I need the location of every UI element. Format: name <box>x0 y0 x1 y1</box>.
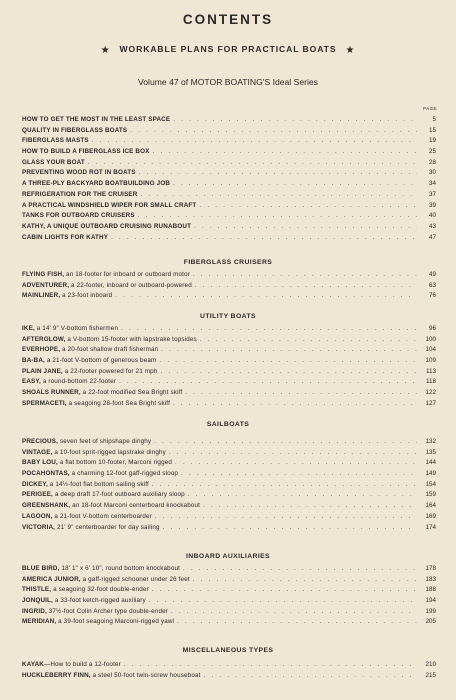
entry-page: 149 <box>425 470 436 478</box>
entry-name: BA-BA, <box>22 357 45 365</box>
section-list <box>22 564 436 628</box>
entry-desc: —How to build a 12-footer <box>43 661 121 668</box>
entry-page: 63 <box>428 281 436 289</box>
entry-name: AMERICA JUNIOR, <box>22 575 81 583</box>
toc-entry <box>22 168 436 179</box>
toc-entry <box>22 324 436 335</box>
entry-desc: a 22-foot modified Sea Bright skiff <box>80 389 183 397</box>
entry-name: PLAIN JANE, <box>22 367 63 375</box>
toc-entry <box>22 660 436 671</box>
entry-desc: 37½-foot Colin Archer type double-ender <box>46 607 169 615</box>
entry-name: DICKEY, <box>22 480 48 488</box>
page-column-label: PAGE <box>422 106 437 111</box>
entry-page: 164 <box>425 502 436 510</box>
dot-leader <box>188 490 417 501</box>
entry-name: SHOALS RUNNER, <box>22 389 81 397</box>
entry-page: 43 <box>428 222 436 230</box>
section-list <box>22 660 436 681</box>
entry-desc: a 23-foot inboard <box>60 292 113 300</box>
entry-desc: a seagoing 32-foot double-ender <box>51 586 149 594</box>
entry-name: PRECIOUS, <box>22 438 58 445</box>
entry-name: CABIN LIGHTS FOR KATHY <box>22 233 109 241</box>
entry-page: 205 <box>425 618 436 626</box>
entry-name: INGRID, <box>22 607 47 615</box>
entry-name: IKE, <box>22 325 35 332</box>
dot-leader <box>163 523 417 534</box>
dot-leader <box>171 607 417 618</box>
dot-leader <box>152 480 417 491</box>
entry-desc: a 21-foot V-bottom of generous beam <box>44 357 157 365</box>
toc-entry <box>22 437 436 448</box>
toc-entry <box>22 377 436 388</box>
entry-name: BLUE BIRD, <box>22 565 60 572</box>
entry-name: TANKS FOR OUTBOARD CRUISERS <box>22 212 135 220</box>
section-list <box>22 270 436 302</box>
dot-leader <box>173 399 417 410</box>
entry-desc: a 14' 9" V-bottom fishermen <box>34 325 119 332</box>
entry-page: 194 <box>425 597 436 605</box>
dot-leader <box>199 201 417 212</box>
dot-leader <box>169 448 417 459</box>
toc-entry <box>22 222 436 233</box>
entry-page: 144 <box>425 459 436 467</box>
dot-leader <box>149 596 417 607</box>
entry-page: 37 <box>428 190 436 198</box>
entry-page: 178 <box>425 565 436 572</box>
dot-leader <box>193 575 417 586</box>
entry-page: 30 <box>428 169 436 177</box>
entry-name: SPERMACETI, <box>22 399 67 407</box>
entry-page: 104 <box>425 346 436 354</box>
dot-leader <box>159 356 417 367</box>
dot-leader <box>111 233 417 244</box>
page-title: CONTENTS <box>182 12 274 27</box>
toc-entry <box>22 158 436 169</box>
toc-entry <box>22 345 436 356</box>
toc-entry <box>22 367 436 378</box>
toc-entry <box>22 458 436 469</box>
toc-entry <box>22 512 436 523</box>
entry-name: THISTLE, <box>22 586 52 594</box>
entry-page: 118 <box>425 378 436 386</box>
entry-name: MERIDIAN, <box>22 618 57 626</box>
toc-entry <box>22 469 436 480</box>
entry-name: FLYING FISH, <box>22 271 65 278</box>
entry-page: 28 <box>428 158 436 166</box>
toc-entry <box>22 575 436 586</box>
entry-name: HUCKLEBERRY FINN, <box>22 671 91 679</box>
entry-page: 210 <box>425 661 436 668</box>
entry-name: MAINLINER, <box>22 292 61 300</box>
entry-name: GLASS YOUR BOAT <box>22 158 85 166</box>
section-list <box>22 437 436 533</box>
entry-page: 47 <box>428 233 436 241</box>
dot-leader <box>194 222 417 233</box>
dot-leader <box>92 136 417 147</box>
section-heading: SAILBOATS <box>206 421 250 428</box>
entry-page: 25 <box>428 148 436 156</box>
entry-page: 127 <box>425 399 436 407</box>
entry-desc: an 18-footer for inboard or outboard motor <box>64 271 190 278</box>
entry-desc: a 33-foot ketch-rigged auxiliary <box>52 597 146 605</box>
entry-name: JONQUIL, <box>22 597 53 605</box>
entry-desc: a 39-foot seagoing Marconi-rigged yawl <box>56 618 175 626</box>
toc-entry <box>22 270 436 281</box>
entry-desc: a deep draft 17-foot outboard auxiliary sloop <box>52 491 185 499</box>
entry-name: REFRIGERATION FOR THE CRUISER <box>22 190 138 198</box>
entry-name: ADVENTURER, <box>22 281 70 289</box>
toc-entry <box>22 480 436 491</box>
entry-name: LAGOON, <box>22 512 53 520</box>
entry-page: 183 <box>425 575 436 583</box>
entry-page: 40 <box>428 212 436 220</box>
toc-entry <box>22 179 436 190</box>
toc-entry <box>22 147 436 158</box>
dot-leader <box>200 335 417 346</box>
entry-page: 154 <box>425 480 436 488</box>
section-heading: UTILITY BOATS <box>200 313 256 320</box>
dot-leader <box>155 512 417 523</box>
dot-leader <box>181 469 417 480</box>
dot-leader <box>121 324 417 335</box>
dot-leader <box>88 158 417 169</box>
entry-desc: a 20-foot shallow draft fisherman <box>60 346 159 354</box>
entry-desc: a gaff-rigged schooner under 26 feet <box>80 575 190 583</box>
entry-page: 39 <box>428 201 436 209</box>
toc-entry <box>22 399 436 410</box>
toc-entry <box>22 190 436 201</box>
entry-name: QUALITY IN FIBERGLASS BOATS <box>22 126 128 134</box>
dot-leader <box>175 458 417 469</box>
entry-desc: seven feet of shipshape dinghy <box>58 438 152 445</box>
dot-leader <box>173 179 417 190</box>
dot-leader <box>203 501 417 512</box>
entry-page: 49 <box>428 271 436 278</box>
toc-entry <box>22 281 436 292</box>
entry-page: 132 <box>425 438 436 445</box>
toc-entry <box>22 356 436 367</box>
entry-page: 113 <box>425 367 436 375</box>
entry-desc: a 10-foot sprit-rigged lapstrake dinghy <box>52 448 166 456</box>
subtitle <box>0 44 456 55</box>
toc-entry <box>22 564 436 575</box>
section-heading: INBOARD AUXILIARIES <box>185 553 270 560</box>
entry-page: 34 <box>428 180 436 188</box>
entry-desc: a round-bottom 22-footer <box>40 378 117 386</box>
entry-page: 76 <box>428 292 436 300</box>
entry-desc: 18' 1" x 6' 10", round bottom knockabout <box>59 565 181 572</box>
intro-list <box>22 115 436 243</box>
entry-desc: 21' 9" centerboarder for day sailing <box>55 523 160 531</box>
dot-leader <box>119 377 417 388</box>
entry-name: VINTAGE, <box>22 448 53 456</box>
entry-desc: a 21-foot V-bottom centerboarder <box>52 512 152 520</box>
toc-entry <box>22 291 436 302</box>
entry-desc: a flat bottom 10-footer, Marconi rigged <box>57 459 173 467</box>
entry-name: FIBERGLASS MASTS <box>22 137 89 145</box>
toc-entry <box>22 490 436 501</box>
entry-name: EASY, <box>22 378 41 386</box>
entry-name: KATHY, A UNIQUE OUTBOARD CRUISING RUNABOUT <box>22 222 192 230</box>
dot-leader <box>154 437 417 448</box>
dot-leader <box>204 671 417 682</box>
section-list <box>22 324 436 410</box>
dot-leader <box>193 270 417 281</box>
toc-entry <box>22 671 436 682</box>
toc-entry <box>22 126 436 137</box>
entry-name: EVERHOPE, <box>22 346 61 354</box>
section-heading: FIBERGLASS CRUISERS <box>183 259 273 266</box>
dot-leader <box>183 564 417 575</box>
entry-page: 215 <box>425 671 436 679</box>
toc-entry <box>22 617 436 628</box>
dot-leader <box>138 211 417 222</box>
volume-line: Volume 47 of MOTOR BOATING'S Ideal Series <box>138 77 318 87</box>
toc-entry <box>22 501 436 512</box>
subtitle-text: WORKABLE PLANS FOR PRACTICAL BOATS <box>119 44 337 54</box>
toc-entry <box>22 523 436 534</box>
toc-entry <box>22 448 436 459</box>
entry-page: 159 <box>425 491 436 499</box>
entry-page: 100 <box>425 335 436 343</box>
entry-desc: a 14½-foot flat bottom sailing skiff <box>47 480 149 488</box>
entry-name: A THREE-PLY BACKYARD BOATBUILDING JOB <box>22 180 171 188</box>
toc-entry <box>22 585 436 596</box>
entry-page: 96 <box>428 325 436 332</box>
entry-desc: a 22-footer powered for 21 mph <box>62 367 158 375</box>
entry-name: AFTERGLOW, <box>22 335 66 343</box>
entry-page: 174 <box>425 523 436 531</box>
toc-entry <box>22 233 436 244</box>
entry-name: POCAHONTAS, <box>22 470 70 478</box>
entry-desc: a charming 12-foot gaff-rigged sloop <box>69 470 179 478</box>
dot-leader <box>153 147 417 158</box>
toc-entry <box>22 607 436 618</box>
entry-name: A PRACTICAL WINDSHIELD WIPER FOR SMALL CRAFT <box>22 201 197 209</box>
entry-desc: an 18-foot Marconi centerboard knockabout <box>70 502 201 510</box>
entry-page: 169 <box>425 512 436 520</box>
dot-leader <box>139 168 417 179</box>
entry-desc: a 22-footer, inboard or outboard-powered <box>69 281 192 289</box>
dot-leader <box>185 388 417 399</box>
dot-leader <box>130 126 417 137</box>
toc-entry <box>22 596 436 607</box>
entry-name: HOW TO BUILD A FIBERGLASS ICE BOX <box>22 148 150 156</box>
toc-entry <box>22 388 436 399</box>
toc-entry <box>22 115 436 126</box>
entry-name: GREENSHANK, <box>22 502 71 510</box>
star-icon-right: ★ <box>345 44 356 56</box>
dot-leader <box>124 660 417 671</box>
entry-name: HOW TO GET THE MOST IN THE LEAST SPACE <box>22 116 171 123</box>
section-heading: MISCELLANEOUS TYPES <box>182 647 274 654</box>
entry-name: VICTORIA, <box>22 523 56 531</box>
entry-desc: a V-bottom 15-footer with lapstrake topsides <box>65 335 197 343</box>
star-icon-left: ★ <box>100 44 111 56</box>
entry-name: PREVENTING WOOD ROT IN BOATS <box>22 169 136 177</box>
entry-desc: a seagoing 28-foot Sea Bright skiff <box>66 399 170 407</box>
entry-page: 19 <box>428 137 436 145</box>
entry-name: KAYAK <box>22 661 44 668</box>
entry-desc: a steel 50-foot twin-screw houseboat <box>90 671 201 679</box>
dot-leader <box>195 281 417 292</box>
toc-entry <box>22 136 436 147</box>
entry-page: 122 <box>425 389 436 397</box>
entry-page: 135 <box>425 448 436 456</box>
dot-leader <box>152 585 417 596</box>
toc-entry <box>22 211 436 222</box>
toc-entry <box>22 335 436 346</box>
dot-leader <box>173 115 417 126</box>
dot-leader <box>177 617 417 628</box>
entry-page: 15 <box>428 126 436 134</box>
dot-leader <box>140 190 417 201</box>
dot-leader <box>160 367 417 378</box>
entry-name: PERIGEE, <box>22 491 53 499</box>
entry-page: 188 <box>425 586 436 594</box>
entry-page: 109 <box>425 357 436 365</box>
entry-name: BABY LOU, <box>22 459 58 467</box>
dot-leader <box>161 345 417 356</box>
toc-entry <box>22 201 436 212</box>
entry-page: 199 <box>425 607 436 615</box>
entry-page: 5 <box>432 116 436 123</box>
dot-leader <box>115 291 417 302</box>
